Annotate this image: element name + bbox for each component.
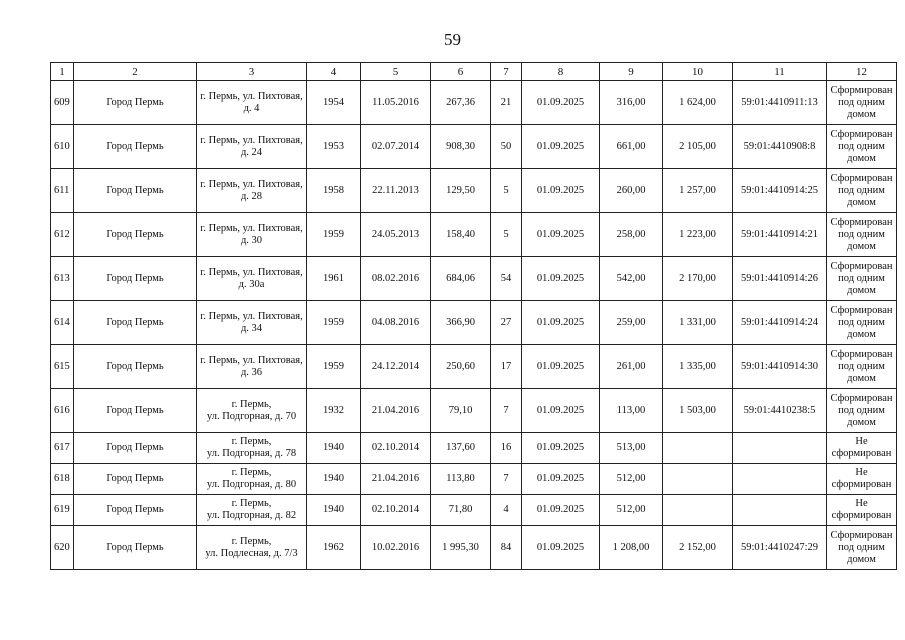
cadastral-number-cell: 59:01:4410908:8 bbox=[733, 125, 827, 169]
value-col-10-cell: 2 152,00 bbox=[663, 526, 733, 570]
row-number-cell: 612 bbox=[51, 213, 74, 257]
date-cell: 24.05.2013 bbox=[361, 213, 431, 257]
cadastral-number-cell: 59:01:4410238:5 bbox=[733, 389, 827, 433]
address-line: д. 30а bbox=[238, 278, 265, 290]
status-line: сформирован bbox=[831, 448, 892, 459]
value-col-9-cell: 512,00 bbox=[600, 464, 663, 495]
municipality-cell: Город Пермь bbox=[74, 345, 197, 389]
value-col-10-cell: 1 624,00 bbox=[663, 81, 733, 125]
municipality-cell: Город Пермь bbox=[74, 81, 197, 125]
municipality-cell: Город Пермь bbox=[74, 389, 197, 433]
address-line: д. 36 bbox=[240, 366, 263, 378]
address-cell bbox=[197, 389, 307, 433]
municipality-cell: Город Пермь bbox=[74, 257, 197, 301]
value-col-10-cell: 1 335,00 bbox=[663, 345, 733, 389]
area-cell: 158,40 bbox=[431, 213, 491, 257]
table-row bbox=[51, 213, 897, 257]
status-line: под одним bbox=[838, 541, 885, 553]
date-cell: 21.04.2016 bbox=[361, 389, 431, 433]
residents-count-cell: 21 bbox=[491, 81, 522, 125]
address-cell bbox=[197, 169, 307, 213]
status-line: под одним bbox=[838, 360, 885, 372]
cadastral-number-cell bbox=[733, 433, 827, 464]
date-cell: 02.10.2014 bbox=[361, 433, 431, 464]
land-status-cell bbox=[827, 389, 897, 433]
value-col-10-cell: 1 257,00 bbox=[663, 169, 733, 213]
municipality-cell: Город Пермь bbox=[74, 213, 197, 257]
build-year-cell: 1932 bbox=[307, 389, 361, 433]
value-col-10-cell bbox=[663, 433, 733, 464]
address-cell bbox=[197, 464, 307, 495]
date-cell: 24.12.2014 bbox=[361, 345, 431, 389]
status-line: Сформирован bbox=[830, 216, 893, 228]
column-header: 9 bbox=[600, 63, 663, 81]
address-line: г. Пермь, bbox=[231, 535, 272, 547]
municipality-cell: Город Пермь bbox=[74, 433, 197, 464]
municipality-cell: Город Пермь bbox=[74, 526, 197, 570]
build-year-cell: 1940 bbox=[307, 495, 361, 526]
residents-count-cell: 84 bbox=[491, 526, 522, 570]
table-row bbox=[51, 301, 897, 345]
value-col-10-cell: 2 170,00 bbox=[663, 257, 733, 301]
column-header: 12 bbox=[827, 63, 897, 81]
column-header: 6 bbox=[431, 63, 491, 81]
address-cell bbox=[197, 125, 307, 169]
page-number: 59 bbox=[444, 30, 461, 49]
date-cell: 21.04.2016 bbox=[361, 464, 431, 495]
build-year-cell: 1940 bbox=[307, 464, 361, 495]
address-cell bbox=[197, 495, 307, 526]
land-status-cell bbox=[827, 257, 897, 301]
cadastral-number-cell: 59:01:4410914:24 bbox=[733, 301, 827, 345]
area-cell: 79,10 bbox=[431, 389, 491, 433]
status-line: под одним bbox=[838, 96, 885, 108]
row-number-cell: 617 bbox=[51, 433, 74, 464]
area-cell: 908,30 bbox=[431, 125, 491, 169]
value-col-10-cell: 1 223,00 bbox=[663, 213, 733, 257]
column-number-row bbox=[51, 63, 897, 81]
value-col-9-cell: 512,00 bbox=[600, 495, 663, 526]
table-row bbox=[51, 125, 897, 169]
area-cell: 137,60 bbox=[431, 433, 491, 464]
address-cell bbox=[197, 526, 307, 570]
row-number-cell: 614 bbox=[51, 301, 74, 345]
status-line: домом bbox=[847, 328, 876, 340]
address-line: ул. Подгорная, д. 78 bbox=[206, 448, 297, 459]
column-header: 4 bbox=[307, 63, 361, 81]
table-row bbox=[51, 389, 897, 433]
housing-registry-table bbox=[50, 62, 897, 570]
municipality-cell: Город Пермь bbox=[74, 495, 197, 526]
date-cell: 02.07.2014 bbox=[361, 125, 431, 169]
table-row bbox=[51, 345, 897, 389]
status-line: Сформирован bbox=[830, 304, 893, 316]
status-line: домом bbox=[847, 284, 876, 296]
planned-date-cell: 01.09.2025 bbox=[522, 464, 600, 495]
address-cell bbox=[197, 81, 307, 125]
status-line: домом bbox=[847, 240, 876, 252]
municipality-cell: Город Пермь bbox=[74, 125, 197, 169]
address-line: д. 30 bbox=[240, 234, 263, 246]
status-line: под одним bbox=[838, 228, 885, 240]
value-col-10-cell: 2 105,00 bbox=[663, 125, 733, 169]
planned-date-cell: 01.09.2025 bbox=[522, 169, 600, 213]
residents-count-cell: 4 bbox=[491, 495, 522, 526]
land-status-cell bbox=[827, 526, 897, 570]
table-row bbox=[51, 495, 897, 526]
row-number-cell: 619 bbox=[51, 495, 74, 526]
land-status-cell bbox=[827, 464, 897, 495]
status-line: под одним bbox=[838, 272, 885, 284]
address-line: ул. Подгорная, д. 80 bbox=[206, 479, 297, 490]
status-line: Сформирован bbox=[830, 172, 893, 184]
cadastral-number-cell bbox=[733, 495, 827, 526]
value-col-10-cell: 1 503,00 bbox=[663, 389, 733, 433]
build-year-cell: 1953 bbox=[307, 125, 361, 169]
table-body bbox=[51, 81, 897, 570]
land-status-cell bbox=[827, 125, 897, 169]
column-header: 5 bbox=[361, 63, 431, 81]
build-year-cell: 1959 bbox=[307, 213, 361, 257]
planned-date-cell: 01.09.2025 bbox=[522, 125, 600, 169]
value-col-9-cell: 258,00 bbox=[600, 213, 663, 257]
row-number-cell: 620 bbox=[51, 526, 74, 570]
address-cell bbox=[197, 301, 307, 345]
build-year-cell: 1961 bbox=[307, 257, 361, 301]
address-line: г. Пермь, ул. Пихтовая, bbox=[200, 222, 303, 234]
municipality-cell: Город Пермь bbox=[74, 464, 197, 495]
status-line: домом bbox=[847, 196, 876, 208]
status-line: Сформирован bbox=[830, 260, 893, 272]
value-col-9-cell: 542,00 bbox=[600, 257, 663, 301]
value-col-9-cell: 513,00 bbox=[600, 433, 663, 464]
status-line: сформирован bbox=[831, 510, 892, 521]
status-line: под одним bbox=[838, 184, 885, 196]
address-line: д. 24 bbox=[240, 146, 263, 158]
land-status-cell bbox=[827, 169, 897, 213]
value-col-9-cell: 261,00 bbox=[600, 345, 663, 389]
table-row bbox=[51, 526, 897, 570]
status-line: домом bbox=[847, 152, 876, 164]
land-status-cell bbox=[827, 345, 897, 389]
row-number-cell: 616 bbox=[51, 389, 74, 433]
land-status-cell bbox=[827, 81, 897, 125]
status-line: Не bbox=[855, 467, 868, 478]
residents-count-cell: 27 bbox=[491, 301, 522, 345]
cadastral-number-cell: 59:01:4410911:13 bbox=[733, 81, 827, 125]
value-col-9-cell: 260,00 bbox=[600, 169, 663, 213]
status-line: домом bbox=[847, 416, 876, 428]
planned-date-cell: 01.09.2025 bbox=[522, 345, 600, 389]
planned-date-cell: 01.09.2025 bbox=[522, 81, 600, 125]
status-line: Не bbox=[855, 436, 868, 447]
build-year-cell: 1940 bbox=[307, 433, 361, 464]
address-line: г. Пермь, bbox=[231, 398, 272, 410]
column-header: 3 bbox=[197, 63, 307, 81]
status-line: под одним bbox=[838, 404, 885, 416]
status-line: сформирован bbox=[831, 479, 892, 490]
status-line: Сформирован bbox=[830, 348, 893, 360]
planned-date-cell: 01.09.2025 bbox=[522, 495, 600, 526]
value-col-9-cell: 259,00 bbox=[600, 301, 663, 345]
column-header: 2 bbox=[74, 63, 197, 81]
land-status-cell bbox=[827, 433, 897, 464]
date-cell: 04.08.2016 bbox=[361, 301, 431, 345]
address-cell bbox=[197, 213, 307, 257]
address-line: д. 4 bbox=[243, 102, 260, 114]
area-cell: 250,60 bbox=[431, 345, 491, 389]
table-row bbox=[51, 257, 897, 301]
status-line: Сформирован bbox=[830, 392, 893, 404]
residents-count-cell: 7 bbox=[491, 464, 522, 495]
build-year-cell: 1958 bbox=[307, 169, 361, 213]
address-line: г. Пермь, bbox=[231, 436, 272, 447]
date-cell: 10.02.2016 bbox=[361, 526, 431, 570]
value-col-9-cell: 316,00 bbox=[600, 81, 663, 125]
area-cell: 684,06 bbox=[431, 257, 491, 301]
residents-count-cell: 17 bbox=[491, 345, 522, 389]
date-cell: 22.11.2013 bbox=[361, 169, 431, 213]
land-status-cell bbox=[827, 213, 897, 257]
land-status-cell bbox=[827, 301, 897, 345]
planned-date-cell: 01.09.2025 bbox=[522, 433, 600, 464]
row-number-cell: 610 bbox=[51, 125, 74, 169]
build-year-cell: 1962 bbox=[307, 526, 361, 570]
area-cell: 1 995,30 bbox=[431, 526, 491, 570]
address-line: ул. Подгорная, д. 82 bbox=[206, 510, 297, 521]
row-number-cell: 609 bbox=[51, 81, 74, 125]
date-cell: 11.05.2016 bbox=[361, 81, 431, 125]
build-year-cell: 1959 bbox=[307, 345, 361, 389]
address-line: г. Пермь, ул. Пихтовая, bbox=[200, 266, 303, 278]
status-line: домом bbox=[847, 553, 876, 565]
status-line: под одним bbox=[838, 140, 885, 152]
planned-date-cell: 01.09.2025 bbox=[522, 301, 600, 345]
column-header: 8 bbox=[522, 63, 600, 81]
table-row bbox=[51, 81, 897, 125]
area-cell: 71,80 bbox=[431, 495, 491, 526]
status-line: домом bbox=[847, 108, 876, 120]
row-number-cell: 615 bbox=[51, 345, 74, 389]
column-header: 7 bbox=[491, 63, 522, 81]
area-cell: 366,90 bbox=[431, 301, 491, 345]
address-cell bbox=[197, 433, 307, 464]
address-line: г. Пермь, ул. Пихтовая, bbox=[200, 178, 303, 190]
status-line: домом bbox=[847, 372, 876, 384]
column-header: 1 bbox=[51, 63, 74, 81]
column-header: 10 bbox=[663, 63, 733, 81]
row-number-cell: 611 bbox=[51, 169, 74, 213]
value-col-9-cell: 113,00 bbox=[600, 389, 663, 433]
cadastral-number-cell: 59:01:4410914:25 bbox=[733, 169, 827, 213]
residents-count-cell: 7 bbox=[491, 389, 522, 433]
column-header: 11 bbox=[733, 63, 827, 81]
address-line: г. Пермь, bbox=[231, 467, 272, 478]
address-line: ул. Подлесная, д. 7/3 bbox=[205, 547, 298, 559]
area-cell: 267,36 bbox=[431, 81, 491, 125]
municipality-cell: Город Пермь bbox=[74, 301, 197, 345]
table-row bbox=[51, 464, 897, 495]
cadastral-number-cell: 59:01:4410914:21 bbox=[733, 213, 827, 257]
build-year-cell: 1954 bbox=[307, 81, 361, 125]
table-row bbox=[51, 169, 897, 213]
area-cell: 129,50 bbox=[431, 169, 491, 213]
status-line: Сформирован bbox=[830, 84, 893, 96]
value-col-10-cell bbox=[663, 464, 733, 495]
address-line: д. 28 bbox=[240, 190, 263, 202]
cadastral-number-cell bbox=[733, 464, 827, 495]
address-line: г. Пермь, ул. Пихтовая, bbox=[200, 354, 303, 366]
value-col-9-cell: 661,00 bbox=[600, 125, 663, 169]
area-cell: 113,80 bbox=[431, 464, 491, 495]
cadastral-number-cell: 59:01:4410247:29 bbox=[733, 526, 827, 570]
date-cell: 02.10.2014 bbox=[361, 495, 431, 526]
address-line: д. 34 bbox=[240, 322, 263, 334]
residents-count-cell: 50 bbox=[491, 125, 522, 169]
table-row bbox=[51, 433, 897, 464]
residents-count-cell: 54 bbox=[491, 257, 522, 301]
status-line: Сформирован bbox=[830, 529, 893, 541]
planned-date-cell: 01.09.2025 bbox=[522, 213, 600, 257]
value-col-10-cell: 1 331,00 bbox=[663, 301, 733, 345]
address-line: г. Пермь, ул. Пихтовая, bbox=[200, 134, 303, 146]
municipality-cell: Город Пермь bbox=[74, 169, 197, 213]
land-status-cell bbox=[827, 495, 897, 526]
value-col-9-cell: 1 208,00 bbox=[600, 526, 663, 570]
cadastral-number-cell: 59:01:4410914:30 bbox=[733, 345, 827, 389]
cadastral-number-cell: 59:01:4410914:26 bbox=[733, 257, 827, 301]
planned-date-cell: 01.09.2025 bbox=[522, 526, 600, 570]
residents-count-cell: 5 bbox=[491, 169, 522, 213]
planned-date-cell: 01.09.2025 bbox=[522, 257, 600, 301]
residents-count-cell: 5 bbox=[491, 213, 522, 257]
build-year-cell: 1959 bbox=[307, 301, 361, 345]
date-cell: 08.02.2016 bbox=[361, 257, 431, 301]
residents-count-cell: 16 bbox=[491, 433, 522, 464]
address-cell bbox=[197, 345, 307, 389]
planned-date-cell: 01.09.2025 bbox=[522, 389, 600, 433]
status-line: Не bbox=[855, 498, 868, 509]
address-cell bbox=[197, 257, 307, 301]
address-line: ул. Подгорная, д. 70 bbox=[206, 410, 297, 422]
status-line: Сформирован bbox=[830, 128, 893, 140]
address-line: г. Пермь, ул. Пихтовая, bbox=[200, 90, 303, 102]
address-line: г. Пермь, bbox=[231, 498, 272, 509]
value-col-10-cell bbox=[663, 495, 733, 526]
row-number-cell: 618 bbox=[51, 464, 74, 495]
row-number-cell: 613 bbox=[51, 257, 74, 301]
status-line: под одним bbox=[838, 316, 885, 328]
address-line: г. Пермь, ул. Пихтовая, bbox=[200, 310, 303, 322]
